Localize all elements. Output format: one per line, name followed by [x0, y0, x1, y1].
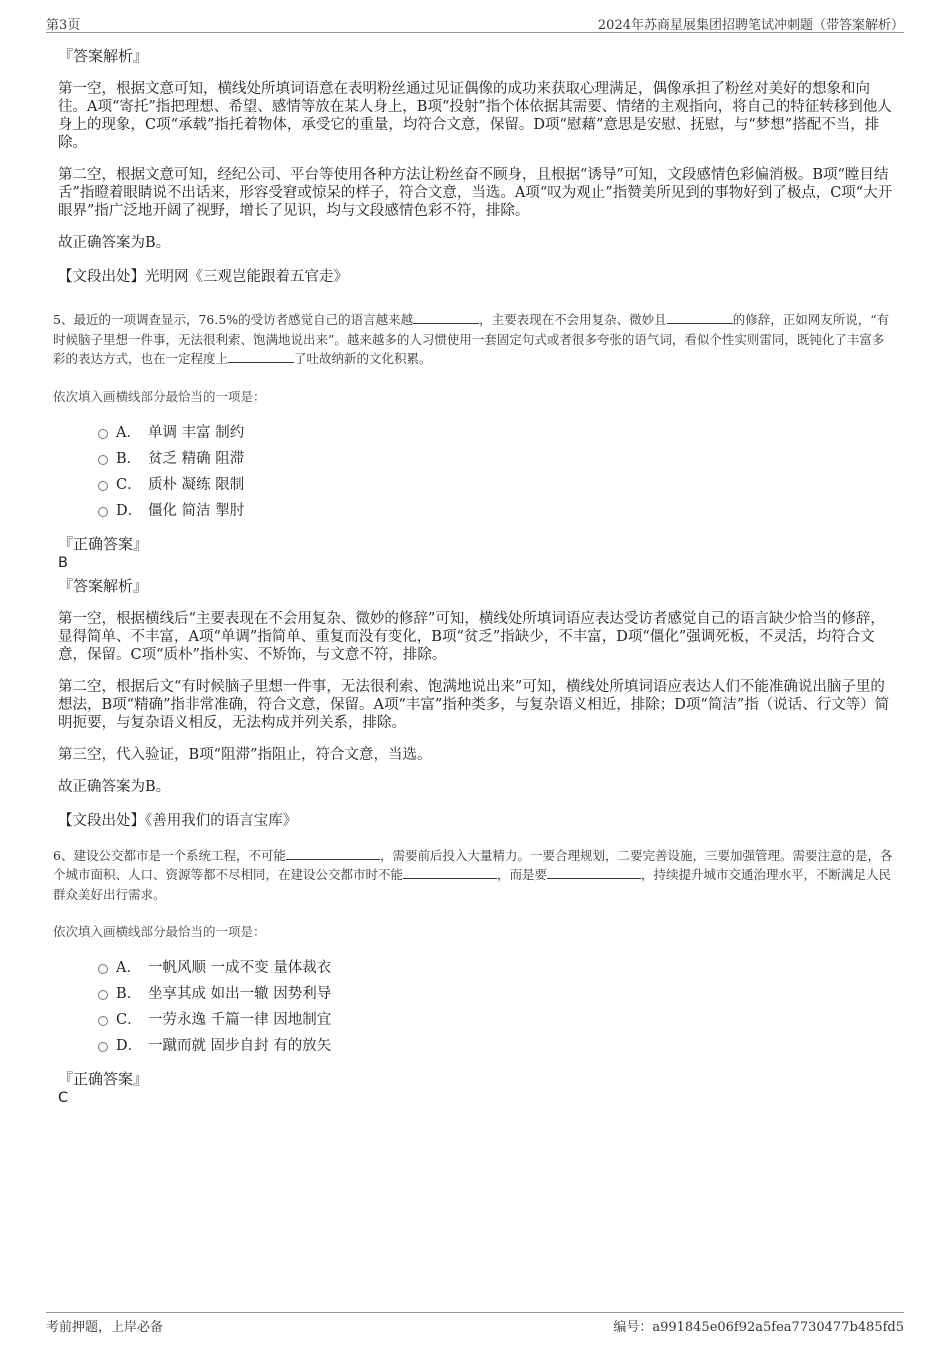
- analysis-paragraph: 第一空，根据横线后“主要表现在不会用复杂、微妙的修辞”可知，横线处所填词语应表达受访者感觉自己的语言缺少恰当的修辞，显得简单、不丰富，A项“单调”指简单、重复而没有变化，B项“贫乏”指缺少，不丰富，D项“僵化”强调死板，不灵活，均符合文意，保留。C项“质朴”指朴实、不矫饰，与文意不符，排除。: [58, 610, 885, 663]
- radio-icon[interactable]: [98, 1016, 108, 1026]
- page-number: 第3页: [46, 18, 81, 33]
- correct-answer: C: [58, 1090, 69, 1106]
- main-content: [53, 46, 898, 1107]
- analysis-paragraph: 第二空，根据后文“有时候脑子里想一件事，无法很利索、饱满地说出来”可知，横线处所填词语应表达人们不能准确说出脑子里的想法，B项“精确”指非常准确，符合文意，保留。A项“丰富”指种类多，与复杂语义相近，排除；D项“简洁”指（说话、行文等）简明扼要，与复杂语义相反，无法构成并列关系，排除。: [58, 678, 890, 731]
- option-a[interactable]: A． 一帆风顺 一成不变 量体裁衣: [58, 955, 898, 981]
- option-c[interactable]: C． 一劳永逸 千篇一律 因地制宜: [58, 1007, 898, 1033]
- footer-slogan: 考前押题，上岸必备: [46, 1320, 164, 1335]
- correct-answer: B: [58, 554, 68, 571]
- radio-icon[interactable]: [98, 455, 108, 465]
- blank-line: [286, 847, 380, 860]
- radio-icon[interactable]: [98, 507, 108, 517]
- radio-icon[interactable]: [98, 964, 108, 974]
- correct-answer-heading: 『正确答案』: [58, 1070, 149, 1088]
- blank-line: [547, 866, 641, 879]
- option-a[interactable]: A． 单调 丰富 制约: [58, 420, 898, 446]
- option-b[interactable]: B． 贫乏 精确 阻滞: [58, 446, 898, 472]
- radio-icon[interactable]: [98, 990, 108, 1000]
- page-header: [46, 12, 904, 33]
- blank-line: [667, 311, 733, 324]
- analysis-paragraph: 第三空，代入验证，B项“阻滞”指阻止，符合文意，当选。: [58, 746, 432, 763]
- blank-line: [403, 866, 497, 879]
- radio-icon[interactable]: [98, 429, 108, 439]
- question-6-stem: 6、建设公交都市是一个系统工程，不可能 ，需要前后投入大量精力。一要合理规划，二要完善设施，三要加强管理。需要注意的是，各个城市面积、人口、资源等都不尽相同，在建设公交都市时不能 ，而是要 ，持续提升城市交通治理水平，不断满足人民群众美好出行需求。: [53, 847, 893, 902]
- source-citation: 【文段出处】《善用我们的语言宝库》: [58, 812, 298, 829]
- option-c[interactable]: C． 质朴 凝练 限制: [58, 472, 898, 498]
- question-5-options: [58, 420, 898, 524]
- analysis-paragraph: 第二空，根据文意可知，经纪公司、平台等使用各种方法让粉丝奋不顾身，且根据“诱导”可知，文段感情色彩偏消极。B项“瞠目结舌”指瞪着眼睛说不出话来，形容受窘或惊呆的样子，符合文意，当选。A项“叹为观止”指赞美所见到的事物好到了极点，C项“大开眼界”指广泛地开阔了视野，增长了见识，均与文段感情色彩不符，排除。: [58, 167, 893, 219]
- correct-answer-heading: 『正确答案』: [58, 534, 149, 553]
- question-prompt: 依次填入画横线部分最恰当的一项是：: [53, 924, 266, 939]
- answer-conclusion: 故正确答案为B。: [58, 235, 171, 251]
- document-id: 编号：a991845e06f92a5fea7730477b485fd5: [613, 1320, 904, 1335]
- analysis-heading: 『答案解析』: [58, 576, 149, 595]
- source-citation: 【文段出处】光明网《三观岂能跟着五官走》: [58, 269, 348, 285]
- page-footer: [46, 1312, 904, 1335]
- option-d[interactable]: D． 一蹴而就 固步自封 有的放矢: [58, 1033, 898, 1059]
- radio-icon[interactable]: [98, 481, 108, 491]
- document-title: 2024年苏商星展集团招聘笔试冲刺题（带答案解析）: [597, 18, 904, 33]
- question-prompt: 依次填入画横线部分最恰当的一项是：: [53, 388, 266, 404]
- analysis-heading: 『答案解析』: [58, 47, 149, 65]
- blank-line: [413, 311, 479, 324]
- blank-line: [228, 350, 294, 363]
- option-b[interactable]: B． 坐享其成 如出一辙 因势利导: [58, 981, 898, 1007]
- option-d[interactable]: D． 僵化 简洁 掣肘: [58, 498, 898, 524]
- analysis-paragraph: 第一空，根据文意可知，横线处所填词语意在表明粉丝通过见证偶像的成功来获取心理满足，偶像承担了粉丝对美好的想象和向往。A项“寄托”指把理想、希望、感情等放在某人身上，B项“投射”指个体依据其需要、情绪的主观指向，将自己的特征转移到他人身上的现象，C项“承载”指托着物体，承受它的重量，均符合文意，保留。D项“慰藉”意思是安慰、抚慰，与“梦想”搭配不当，排除。: [58, 81, 892, 151]
- answer-conclusion: 故正确答案为B。: [58, 778, 171, 795]
- radio-icon[interactable]: [98, 1042, 108, 1052]
- question-5-stem: 5、最近的一项调查显示，76.5%的受访者感觉自己的语言越来越 ，主要表现在不会用复杂、微妙且 的修辞，正如网友所说，“有时候脑子里想一件事，无法很利索、饱满地说出来”。越来越多的人习惯使用一套固定句式或者很多夸张的语气词，看似个性实则雷同，既钝化了丰富多彩的表达方式，也在一定程度上 了吐故纳新的文化积累。: [53, 312, 890, 366]
- question-6-options: [58, 955, 898, 1059]
